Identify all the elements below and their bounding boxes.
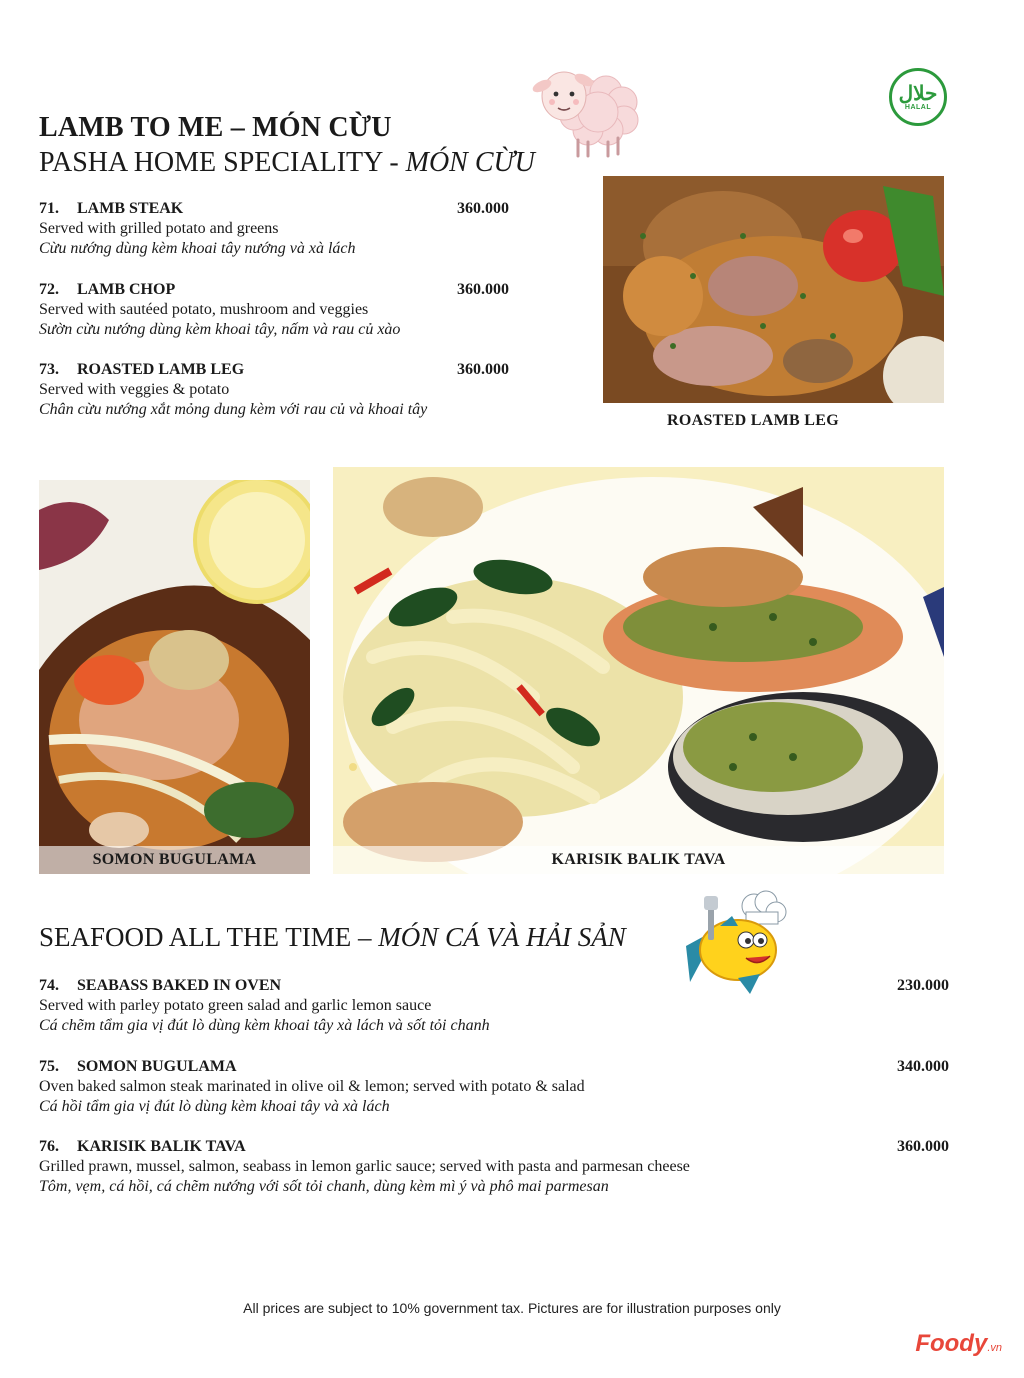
roasted-lamb-leg-caption: ROASTED LAMB LEG bbox=[667, 412, 839, 429]
item-description-vi: Cừu nướng dùng kèm khoai tây nướng và xà lách bbox=[39, 240, 356, 257]
subtitle-vi: MÓN CỪU bbox=[405, 147, 535, 178]
item-number: 71. bbox=[39, 200, 59, 217]
menu-item-72 bbox=[39, 280, 517, 340]
item-price: 230.000 bbox=[897, 977, 949, 994]
item-description-en: Served with veggies & potato bbox=[39, 381, 230, 398]
item-price: 360.000 bbox=[457, 361, 509, 378]
menu-item-74 bbox=[39, 976, 949, 1036]
item-description-vi: Sườn cừu nướng dùng kèm khoai tây, nấm và rau củ xào bbox=[39, 321, 401, 338]
seafood-section-title bbox=[39, 922, 626, 953]
seafood-title-en: SEAFOOD ALL THE TIME – bbox=[39, 922, 379, 952]
halal-label: HALAL bbox=[904, 103, 932, 111]
subtitle-en: PASHA HOME SPECIALITY - bbox=[39, 147, 406, 178]
item-price: 340.000 bbox=[897, 1058, 949, 1075]
item-number: 76. bbox=[39, 1138, 59, 1155]
halal-glyph: حلال bbox=[898, 82, 938, 105]
lamb-section-subtitle bbox=[39, 147, 535, 179]
menu-item-73 bbox=[39, 360, 517, 420]
footer-note: All prices are subject to 10% government tax. Pictures are for illustration purposes only bbox=[243, 1300, 781, 1316]
item-description-en: Grilled prawn, mussel, salmon, seabass in lemon garlic sauce; served with pasta and parmesan cheese bbox=[39, 1158, 690, 1175]
menu-item-75 bbox=[39, 1057, 949, 1117]
brand-name: Foody bbox=[915, 1330, 988, 1357]
item-name: SOMON BUGULAMA bbox=[77, 1058, 237, 1075]
item-description-en: Oven baked salmon steak marinated in olive oil & lemon; served with potato & salad bbox=[39, 1078, 585, 1095]
item-description-vi: Chân cừu nướng xắt mỏng dung kèm với rau củ và khoai tây bbox=[39, 401, 428, 418]
item-description-en: Served with grilled potato and greens bbox=[39, 220, 279, 237]
item-name: LAMB STEAK bbox=[77, 200, 184, 217]
item-name: ROASTED LAMB LEG bbox=[77, 361, 245, 378]
sheep-illustration bbox=[526, 56, 644, 160]
item-number: 73. bbox=[39, 361, 59, 378]
item-price: 360.000 bbox=[457, 281, 509, 298]
item-description-en: Served with parley potato green salad and garlic lemon sauce bbox=[39, 997, 432, 1014]
somon-bugulama-photo bbox=[39, 480, 310, 874]
menu-item-71 bbox=[39, 199, 517, 259]
roasted-lamb-leg-photo bbox=[603, 176, 944, 403]
item-description-vi: Tôm, vẹm, cá hồi, cá chẽm nướng với sốt tỏi chanh, dùng kèm mì ý và phô mai parmesan bbox=[39, 1178, 609, 1195]
brand-suffix: .vn bbox=[987, 1342, 1002, 1354]
item-price: 360.000 bbox=[897, 1138, 949, 1155]
foody-logo bbox=[915, 1330, 1002, 1358]
karisik-balik-tava-photo bbox=[333, 467, 944, 874]
item-description-vi: Cá chẽm tẩm gia vị đút lò dùng kèm khoai tây xà lách và sốt tỏi chanh bbox=[39, 1017, 490, 1034]
item-price: 360.000 bbox=[457, 200, 509, 217]
item-number: 75. bbox=[39, 1058, 59, 1075]
seafood-title-vi: MÓN CÁ VÀ HẢI SẢN bbox=[378, 922, 626, 952]
item-name: KARISIK BALIK TAVA bbox=[77, 1138, 246, 1155]
item-name: LAMB CHOP bbox=[77, 281, 176, 298]
menu-item-76 bbox=[39, 1137, 949, 1197]
item-name: SEABASS BAKED IN OVEN bbox=[77, 977, 282, 994]
item-description-en: Served with sautéed potato, mushroom and veggies bbox=[39, 301, 369, 318]
item-description-vi: Cá hồi tẩm gia vị đút lò dùng kèm khoai tây và xà lách bbox=[39, 1098, 390, 1115]
item-number: 72. bbox=[39, 281, 59, 298]
somon-bugulama-caption: SOMON BUGULAMA bbox=[39, 846, 310, 874]
lamb-section-title: LAMB TO ME – MÓN CỪU bbox=[39, 112, 392, 143]
item-number: 74. bbox=[39, 977, 59, 994]
halal-badge bbox=[889, 68, 947, 126]
karisik-balik-tava-caption: KARISIK BALIK TAVA bbox=[333, 846, 944, 874]
